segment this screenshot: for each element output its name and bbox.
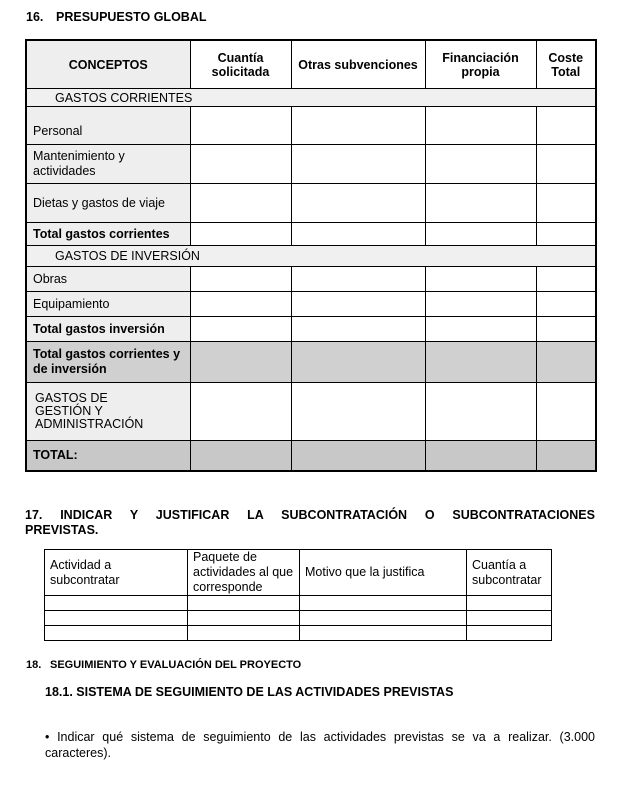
table-row [45, 611, 552, 626]
table-row [45, 626, 552, 641]
cell-total-inversion-financiacion[interactable] [425, 317, 536, 342]
row-dietas [26, 184, 596, 223]
cell-total-financiacion[interactable] [425, 441, 536, 471]
label-gastos-corrientes: GASTOS CORRIENTES [26, 89, 596, 107]
cell-gestion-cuantia[interactable] [190, 383, 291, 441]
cell-equipamiento-financiacion[interactable] [425, 292, 536, 317]
section-17-number: 17. [25, 508, 43, 522]
cell-equipamiento-cuantia[interactable] [190, 292, 291, 317]
budget-table [25, 39, 597, 472]
row-total [26, 441, 596, 471]
row-mantenimiento [26, 145, 596, 184]
row-personal [26, 107, 596, 145]
cell-gestion-otras[interactable] [291, 383, 425, 441]
subcontracting-header-row [45, 550, 552, 596]
cell-gestion-coste[interactable] [536, 383, 596, 441]
cell-total-inversion-cuantia[interactable] [190, 317, 291, 342]
label-total-corrientes: Total gastos corrientes [26, 223, 190, 246]
cell-total-inversion-coste[interactable] [536, 317, 596, 342]
header-cuantia-solicitada: Cuantía solicitada [190, 40, 291, 89]
label-total-corrientes-inversion: Total gastos corrientes y de inversión [26, 342, 190, 383]
subcontracting-table [44, 549, 552, 641]
row-gestion [26, 383, 596, 441]
section-17-title: INDICAR Y JUSTIFICAR LA SUBCONTRATACIÓN O SUBCONTRATACIONES PREVISTAS. [25, 508, 595, 537]
cell-dietas-financiacion[interactable] [425, 184, 536, 223]
cell-obras-financiacion[interactable] [425, 267, 536, 292]
cell-total-ci-otras[interactable] [291, 342, 425, 383]
header-paquete: Paquete de actividades al que corresponde [188, 550, 300, 596]
cell-paquete[interactable] [188, 626, 300, 641]
row-total-corrientes-inversion [26, 342, 596, 383]
label-obras: Obras [26, 267, 190, 292]
row-equipamiento [26, 292, 596, 317]
section-row-gastos-corrientes [26, 89, 596, 107]
label-equipamiento: Equipamiento [26, 292, 190, 317]
section-18-title: SEGUIMIENTO Y EVALUACIÓN DEL PROYECTO [50, 659, 302, 671]
section-17-heading [25, 508, 595, 538]
cell-total-inversion-otras[interactable] [291, 317, 425, 342]
cell-actividad[interactable] [45, 596, 188, 611]
row-total-inversion [26, 317, 596, 342]
label-gestion: GASTOS DE GESTIÓN Y ADMINISTRACIÓN [26, 383, 190, 441]
label-mantenimiento: Mantenimiento y actividades [26, 145, 190, 184]
cell-cuantia[interactable] [467, 596, 552, 611]
label-personal: Personal [26, 107, 190, 145]
header-otras-subvenciones: Otras subvenciones [291, 40, 425, 89]
section-row-gastos-inversion [26, 246, 596, 267]
row-total-corrientes [26, 223, 596, 246]
cell-personal-coste[interactable] [536, 107, 596, 145]
cell-obras-otras[interactable] [291, 267, 425, 292]
header-cuantia: Cuantía a subcontratar [467, 550, 552, 596]
cell-total-corrientes-coste[interactable] [536, 223, 596, 246]
cell-cuantia[interactable] [467, 611, 552, 626]
cell-mantenimiento-coste[interactable] [536, 145, 596, 184]
cell-total-corrientes-financiacion[interactable] [425, 223, 536, 246]
row-obras [26, 267, 596, 292]
cell-total-ci-coste[interactable] [536, 342, 596, 383]
cell-personal-financiacion[interactable] [425, 107, 536, 145]
cell-total-ci-cuantia[interactable] [190, 342, 291, 383]
cell-personal-otras[interactable] [291, 107, 425, 145]
budget-header-row [26, 40, 596, 89]
section-18-1-instruction: • Indicar qué sistema de seguimiento de las actividades previstas se va a realizar. (3.000 caracteres). [45, 730, 595, 760]
cell-total-cuantia[interactable] [190, 441, 291, 471]
cell-equipamiento-coste[interactable] [536, 292, 596, 317]
cell-obras-cuantia[interactable] [190, 267, 291, 292]
section-18-1-heading: 18.1. SISTEMA DE SEGUIMIENTO DE LAS ACTIVIDADES PREVISTAS [45, 685, 454, 699]
cell-dietas-coste[interactable] [536, 184, 596, 223]
cell-motivo[interactable] [300, 611, 467, 626]
cell-total-ci-financiacion[interactable] [425, 342, 536, 383]
cell-dietas-otras[interactable] [291, 184, 425, 223]
section-16-title: PRESUPUESTO GLOBAL [56, 10, 207, 24]
section-16-number: 16. [26, 10, 44, 24]
cell-personal-cuantia[interactable] [190, 107, 291, 145]
cell-actividad[interactable] [45, 626, 188, 641]
header-motivo: Motivo que la justifica [300, 550, 467, 596]
cell-equipamiento-otras[interactable] [291, 292, 425, 317]
cell-motivo[interactable] [300, 626, 467, 641]
header-conceptos: CONCEPTOS [26, 40, 190, 89]
cell-motivo[interactable] [300, 596, 467, 611]
header-actividad: Actividad a subcontratar [45, 550, 188, 596]
section-16-heading [26, 10, 206, 24]
cell-paquete[interactable] [188, 611, 300, 626]
table-row [45, 596, 552, 611]
section-18-heading [26, 659, 301, 671]
cell-mantenimiento-cuantia[interactable] [190, 145, 291, 184]
cell-total-otras[interactable] [291, 441, 425, 471]
header-coste-total: Coste Total [536, 40, 596, 89]
cell-mantenimiento-financiacion[interactable] [425, 145, 536, 184]
cell-gestion-financiacion[interactable] [425, 383, 536, 441]
cell-obras-coste[interactable] [536, 267, 596, 292]
cell-total-corrientes-otras[interactable] [291, 223, 425, 246]
cell-actividad[interactable] [45, 611, 188, 626]
cell-cuantia[interactable] [467, 626, 552, 641]
cell-paquete[interactable] [188, 596, 300, 611]
cell-mantenimiento-otras[interactable] [291, 145, 425, 184]
label-dietas: Dietas y gastos de viaje [26, 184, 190, 223]
cell-dietas-cuantia[interactable] [190, 184, 291, 223]
cell-total-coste[interactable] [536, 441, 596, 471]
header-financiacion-propia: Financiación propia [425, 40, 536, 89]
section-18-number: 18. [26, 659, 42, 671]
label-gastos-inversion: GASTOS DE INVERSIÓN [26, 246, 596, 267]
label-total: TOTAL: [26, 441, 190, 471]
cell-total-corrientes-cuantia[interactable] [190, 223, 291, 246]
label-total-inversion: Total gastos inversión [26, 317, 190, 342]
